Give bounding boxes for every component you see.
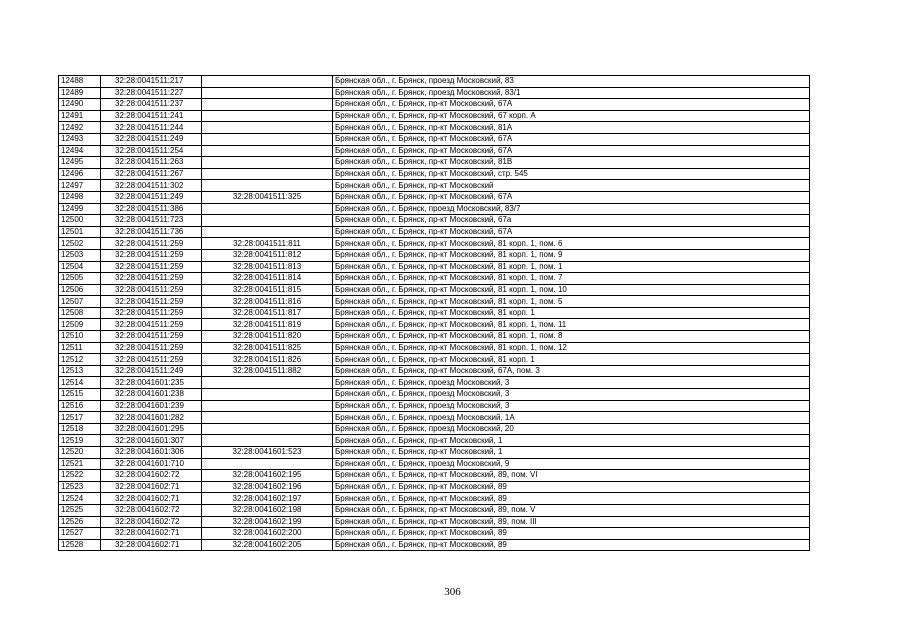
related-cadastral-cell: 32:28:0041511:812 [202, 249, 333, 261]
table-row [59, 122, 810, 134]
related-cadastral-cell: 32:28:0041602:198 [202, 504, 333, 516]
cadastral-number-cell: 32:28:0041511:259 [101, 354, 202, 366]
address-cell: Брянская обл., г. Брянск, пр-кт Московский, 81 корп. 1 [333, 307, 810, 319]
cadastral-number-cell: 32:28:0041511:259 [101, 307, 202, 319]
cadastral-number-cell: 32:28:0041511:244 [101, 122, 202, 134]
row-number-cell: 12527 [59, 528, 101, 540]
address-cell: Брянская обл., г. Брянск, пр-кт Московский, 67а [333, 215, 810, 227]
table-row [59, 342, 810, 354]
related-cadastral-cell [202, 99, 333, 111]
cadastral-number-cell: 32:28:0041511:259 [101, 296, 202, 308]
cadastral-number-cell: 32:28:0041602:72 [101, 470, 202, 482]
table-row [59, 261, 810, 273]
related-cadastral-cell [202, 168, 333, 180]
cadastral-number-cell: 32:28:0041602:71 [101, 493, 202, 505]
related-cadastral-cell: 32:28:0041511:825 [202, 342, 333, 354]
cadastral-number-cell: 32:28:0041511:241 [101, 110, 202, 122]
address-cell: Брянская обл., г. Брянск, пр-кт Московский, 81 корп. 1, пом. 9 [333, 249, 810, 261]
row-number-cell: 12496 [59, 168, 101, 180]
address-cell: Брянская обл., г. Брянск, проезд Московский, 83/1 [333, 87, 810, 99]
cadastral-number-cell: 32:28:0041511:217 [101, 76, 202, 88]
address-cell: Брянская обл., г. Брянск, пр-кт Московский, 1 [333, 435, 810, 447]
related-cadastral-cell [202, 389, 333, 401]
related-cadastral-cell: 32:28:0041511:325 [202, 191, 333, 203]
cadastral-number-cell: 32:28:0041602:71 [101, 539, 202, 551]
property-register-table [58, 75, 810, 551]
cadastral-number-cell: 32:28:0041511:227 [101, 87, 202, 99]
table-row [59, 423, 810, 435]
address-cell: Брянская обл., г. Брянск, пр-кт Московский, 81 корп. 1, пом. 5 [333, 296, 810, 308]
table-row [59, 400, 810, 412]
table-body [59, 76, 810, 551]
row-number-cell: 12512 [59, 354, 101, 366]
table-row [59, 528, 810, 540]
table-row [59, 377, 810, 389]
table-row [59, 87, 810, 99]
table-row [59, 273, 810, 285]
related-cadastral-cell: 32:28:0041602:199 [202, 516, 333, 528]
table-row [59, 226, 810, 238]
related-cadastral-cell [202, 412, 333, 424]
address-cell: Брянская обл., г. Брянск, проезд Московский, 83 [333, 76, 810, 88]
row-number-cell: 12505 [59, 273, 101, 285]
address-cell: Брянская обл., г. Брянск, пр-кт Московский, 81 корп. 1, пом. 10 [333, 284, 810, 296]
address-cell: Брянская обл., г. Брянск, пр-кт Московский, 89, пом. VI [333, 470, 810, 482]
row-number-cell: 12489 [59, 87, 101, 99]
table-row [59, 481, 810, 493]
cadastral-number-cell: 32:28:0041511:259 [101, 284, 202, 296]
address-cell: Брянская обл., г. Брянск, пр-кт Московский, стр. 545 [333, 168, 810, 180]
cadastral-number-cell: 32:28:0041511:259 [101, 249, 202, 261]
cadastral-number-cell: 32:28:0041511:249 [101, 191, 202, 203]
related-cadastral-cell [202, 87, 333, 99]
address-cell: Брянская обл., г. Брянск, проезд Московский, 20 [333, 423, 810, 435]
page-number: 306 [444, 586, 461, 598]
row-number-cell: 12491 [59, 110, 101, 122]
related-cadastral-cell: 32:28:0041602:205 [202, 539, 333, 551]
table-row [59, 191, 810, 203]
row-number-cell: 12525 [59, 504, 101, 516]
related-cadastral-cell [202, 180, 333, 192]
row-number-cell: 12510 [59, 331, 101, 343]
cadastral-number-cell: 32:28:0041511:254 [101, 145, 202, 157]
row-number-cell: 12520 [59, 447, 101, 459]
address-cell: Брянская обл., г. Брянск, пр-кт Московский [333, 180, 810, 192]
address-cell: Брянская обл., г. Брянск, пр-кт Московский, 67А [333, 133, 810, 145]
address-cell: Брянская обл., г. Брянск, пр-кт Московский, 81 корп. 1, пом. 6 [333, 238, 810, 250]
address-cell: Брянская обл., г. Брянск, проезд Московский, 3 [333, 400, 810, 412]
table-row [59, 284, 810, 296]
related-cadastral-cell [202, 145, 333, 157]
cadastral-number-cell: 32:28:0041511:386 [101, 203, 202, 215]
related-cadastral-cell: 32:28:0041602:200 [202, 528, 333, 540]
row-number-cell: 12517 [59, 412, 101, 424]
table-row [59, 168, 810, 180]
cadastral-number-cell: 32:28:0041602:72 [101, 516, 202, 528]
cadastral-number-cell: 32:28:0041601:235 [101, 377, 202, 389]
cadastral-number-cell: 32:28:0041601:295 [101, 423, 202, 435]
row-number-cell: 12526 [59, 516, 101, 528]
table-row [59, 133, 810, 145]
related-cadastral-cell [202, 377, 333, 389]
address-cell: Брянская обл., г. Брянск, проезд Московский, 83/7 [333, 203, 810, 215]
address-cell: Брянская обл., г. Брянск, проезд Московский, 1А [333, 412, 810, 424]
related-cadastral-cell: 32:28:0041602:196 [202, 481, 333, 493]
address-cell: Брянская обл., г. Брянск, пр-кт Московский, 81 корп. 1, пом. 7 [333, 273, 810, 285]
table-row [59, 493, 810, 505]
table-row [59, 365, 810, 377]
cadastral-number-cell: 32:28:0041511:267 [101, 168, 202, 180]
cadastral-number-cell: 32:28:0041511:259 [101, 319, 202, 331]
row-number-cell: 12499 [59, 203, 101, 215]
related-cadastral-cell [202, 157, 333, 169]
cadastral-number-cell: 32:28:0041602:71 [101, 528, 202, 540]
cadastral-number-cell: 32:28:0041601:282 [101, 412, 202, 424]
cadastral-number-cell: 32:28:0041511:249 [101, 133, 202, 145]
table-row [59, 110, 810, 122]
row-number-cell: 12514 [59, 377, 101, 389]
address-cell: Брянская обл., г. Брянск, пр-кт Московский, 81А [333, 122, 810, 134]
table-row [59, 180, 810, 192]
row-number-cell: 12521 [59, 458, 101, 470]
address-cell: Брянская обл., г. Брянск, пр-кт Московский, 89 [333, 493, 810, 505]
address-cell: Брянская обл., г. Брянск, пр-кт Московский, 89 [333, 539, 810, 551]
cadastral-number-cell: 32:28:0041511:259 [101, 261, 202, 273]
table-row [59, 470, 810, 482]
address-cell: Брянская обл., г. Брянск, пр-кт Московский, 89, пом. III [333, 516, 810, 528]
related-cadastral-cell [202, 458, 333, 470]
table-row [59, 238, 810, 250]
table-row [59, 76, 810, 88]
address-cell: Брянская обл., г. Брянск, пр-кт Московский, 67А, пом. 3 [333, 365, 810, 377]
table-row [59, 539, 810, 551]
row-number-cell: 12516 [59, 400, 101, 412]
row-number-cell: 12513 [59, 365, 101, 377]
related-cadastral-cell: 32:28:0041602:197 [202, 493, 333, 505]
table-row [59, 516, 810, 528]
row-number-cell: 12519 [59, 435, 101, 447]
related-cadastral-cell: 32:28:0041602:195 [202, 470, 333, 482]
cadastral-number-cell: 32:28:0041511:259 [101, 342, 202, 354]
cadastral-number-cell: 32:28:0041601:307 [101, 435, 202, 447]
related-cadastral-cell: 32:28:0041511:826 [202, 354, 333, 366]
row-number-cell: 12523 [59, 481, 101, 493]
row-number-cell: 12498 [59, 191, 101, 203]
row-number-cell: 12507 [59, 296, 101, 308]
table-row [59, 215, 810, 227]
address-cell: Брянская обл., г. Брянск, пр-кт Московский, 67 корп. А [333, 110, 810, 122]
cadastral-number-cell: 32:28:0041511:259 [101, 331, 202, 343]
address-cell: Брянская обл., г. Брянск, пр-кт Московский, 81 корп. 1, пом. 8 [333, 331, 810, 343]
cadastral-number-cell: 32:28:0041511:259 [101, 238, 202, 250]
address-cell: Брянская обл., г. Брянск, пр-кт Московский, 81 корп. 1, пом. 12 [333, 342, 810, 354]
table-row [59, 354, 810, 366]
related-cadastral-cell [202, 122, 333, 134]
row-number-cell: 12495 [59, 157, 101, 169]
address-cell: Брянская обл., г. Брянск, проезд Московский, 9 [333, 458, 810, 470]
address-cell: Брянская обл., г. Брянск, пр-кт Московский, 81В [333, 157, 810, 169]
table-row [59, 307, 810, 319]
row-number-cell: 12508 [59, 307, 101, 319]
related-cadastral-cell [202, 203, 333, 215]
cadastral-number-cell: 32:28:0041601:710 [101, 458, 202, 470]
address-cell: Брянская обл., г. Брянск, пр-кт Московский, 67А [333, 191, 810, 203]
table-row [59, 99, 810, 111]
cadastral-number-cell: 32:28:0041511:237 [101, 99, 202, 111]
address-cell: Брянская обл., г. Брянск, пр-кт Московский, 89 [333, 481, 810, 493]
cadastral-number-cell: 32:28:0041511:249 [101, 365, 202, 377]
cadastral-number-cell: 32:28:0041601:238 [101, 389, 202, 401]
row-number-cell: 12488 [59, 76, 101, 88]
cadastral-number-cell: 32:28:0041602:71 [101, 481, 202, 493]
address-cell: Брянская обл., г. Брянск, пр-кт Московский, 1 [333, 447, 810, 459]
table-row [59, 331, 810, 343]
table-row [59, 296, 810, 308]
address-cell: Брянская обл., г. Брянск, пр-кт Московский, 89, пом. V [333, 504, 810, 516]
row-number-cell: 12509 [59, 319, 101, 331]
related-cadastral-cell: 32:28:0041511:820 [202, 331, 333, 343]
table-row [59, 249, 810, 261]
row-number-cell: 12490 [59, 99, 101, 111]
row-number-cell: 12522 [59, 470, 101, 482]
table-row [59, 157, 810, 169]
row-number-cell: 12497 [59, 180, 101, 192]
related-cadastral-cell [202, 76, 333, 88]
row-number-cell: 12493 [59, 133, 101, 145]
related-cadastral-cell [202, 423, 333, 435]
related-cadastral-cell [202, 133, 333, 145]
address-cell: Брянская обл., г. Брянск, пр-кт Московский, 81 корп. 1, пом. 11 [333, 319, 810, 331]
table-row [59, 389, 810, 401]
address-cell: Брянская обл., г. Брянск, пр-кт Московский, 81 корп. 1 [333, 354, 810, 366]
related-cadastral-cell [202, 400, 333, 412]
related-cadastral-cell: 32:28:0041511:814 [202, 273, 333, 285]
row-number-cell: 12502 [59, 238, 101, 250]
row-number-cell: 12501 [59, 226, 101, 238]
cadastral-number-cell: 32:28:0041511:302 [101, 180, 202, 192]
table-row [59, 435, 810, 447]
table-row [59, 447, 810, 459]
row-number-cell: 12524 [59, 493, 101, 505]
related-cadastral-cell [202, 435, 333, 447]
related-cadastral-cell [202, 226, 333, 238]
row-number-cell: 12500 [59, 215, 101, 227]
address-cell: Брянская обл., г. Брянск, пр-кт Московский, 67А [333, 145, 810, 157]
address-cell: Брянская обл., г. Брянск, пр-кт Московский, 81 корп. 1, пом. 1 [333, 261, 810, 273]
row-number-cell: 12503 [59, 249, 101, 261]
table-row [59, 203, 810, 215]
cadastral-number-cell: 32:28:0041601:306 [101, 447, 202, 459]
address-cell: Брянская обл., г. Брянск, пр-кт Московский, 67А [333, 99, 810, 111]
related-cadastral-cell: 32:28:0041511:816 [202, 296, 333, 308]
address-cell: Брянская обл., г. Брянск, пр-кт Московский, 67А [333, 226, 810, 238]
row-number-cell: 12492 [59, 122, 101, 134]
row-number-cell: 12515 [59, 389, 101, 401]
table-row [59, 458, 810, 470]
table-row [59, 319, 810, 331]
row-number-cell: 12504 [59, 261, 101, 273]
related-cadastral-cell: 32:28:0041511:882 [202, 365, 333, 377]
row-number-cell: 12506 [59, 284, 101, 296]
related-cadastral-cell: 32:28:0041511:817 [202, 307, 333, 319]
address-cell: Брянская обл., г. Брянск, пр-кт Московский, 89 [333, 528, 810, 540]
cadastral-number-cell: 32:28:0041602:72 [101, 504, 202, 516]
cadastral-number-cell: 32:28:0041511:259 [101, 273, 202, 285]
table-row [59, 412, 810, 424]
table-row [59, 145, 810, 157]
cadastral-number-cell: 32:28:0041511:736 [101, 226, 202, 238]
related-cadastral-cell: 32:28:0041511:815 [202, 284, 333, 296]
cadastral-number-cell: 32:28:0041601:239 [101, 400, 202, 412]
related-cadastral-cell: 32:28:0041511:813 [202, 261, 333, 273]
related-cadastral-cell: 32:28:0041601:523 [202, 447, 333, 459]
row-number-cell: 12518 [59, 423, 101, 435]
related-cadastral-cell: 32:28:0041511:819 [202, 319, 333, 331]
address-cell: Брянская обл., г. Брянск, проезд Московский, 3 [333, 377, 810, 389]
related-cadastral-cell [202, 215, 333, 227]
address-cell: Брянская обл., г. Брянск, проезд Московский, 3 [333, 389, 810, 401]
cadastral-number-cell: 32:28:0041511:263 [101, 157, 202, 169]
cadastral-number-cell: 32:28:0041511:723 [101, 215, 202, 227]
row-number-cell: 12494 [59, 145, 101, 157]
related-cadastral-cell: 32:28:0041511:811 [202, 238, 333, 250]
row-number-cell: 12511 [59, 342, 101, 354]
row-number-cell: 12528 [59, 539, 101, 551]
related-cadastral-cell [202, 110, 333, 122]
table-row [59, 504, 810, 516]
